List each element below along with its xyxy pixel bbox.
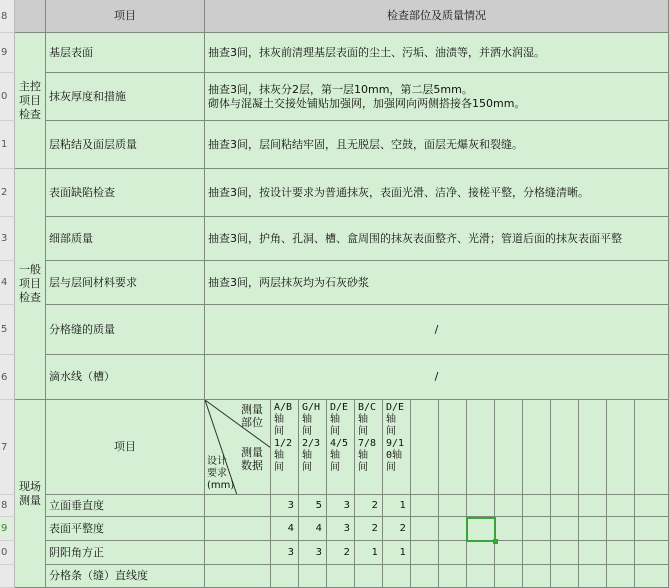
general-item[interactable]: 分格缝的质量 xyxy=(46,305,205,355)
measure-value[interactable]: 3 xyxy=(271,495,299,517)
measure-value[interactable]: 1 xyxy=(383,495,411,517)
empty-cell[interactable] xyxy=(523,517,551,541)
measure-value[interactable] xyxy=(327,565,355,588)
main-item[interactable]: 层粘结及面层质量 xyxy=(46,121,205,169)
design-req-cell[interactable] xyxy=(205,541,271,565)
design-req-label: 设计 要求 (mm) xyxy=(207,456,235,491)
empty-cell[interactable] xyxy=(495,541,523,565)
empty-cell[interactable] xyxy=(607,541,635,565)
measure-value[interactable]: 2 xyxy=(383,517,411,541)
empty-cell[interactable] xyxy=(551,400,579,495)
row-header-selected[interactable]: 9 xyxy=(0,517,15,541)
main-result[interactable]: 抽查3间，层间粘结牢固，且无脱层、空鼓，面层无爆灰和裂缝。 xyxy=(205,121,669,169)
measure-header-item[interactable]: 项目 xyxy=(46,400,205,495)
general-result[interactable]: 抽查3间，护角、孔洞、槽、盒周围的抹灰表面整齐、光滑；管道后面的抹灰表面平整 xyxy=(205,217,669,261)
general-item[interactable]: 层与层间材料要求 xyxy=(46,261,205,305)
empty-cell[interactable] xyxy=(523,495,551,517)
general-result[interactable]: 抽查3间，按设计要求为普通抹灰，表面光滑、洁净、接槎平整，分格缝清晰。 xyxy=(205,169,669,217)
axis-header[interactable]: D/E 轴 间 9/1 0轴 间 xyxy=(383,400,411,495)
measure-item[interactable]: 分格条（缝）直线度 xyxy=(46,565,205,588)
row-header[interactable]: 9 xyxy=(0,33,15,73)
main-result[interactable]: 抽查3间，抹灰分2层，第一层10mm，第二层5mm。 砌体与混凝土交接处铺贴加强网，加强网向两侧搭接各150mm。 xyxy=(205,73,669,121)
measure-item[interactable]: 立面垂直度 xyxy=(46,495,205,517)
measure-value[interactable]: 3 xyxy=(327,517,355,541)
general-item[interactable]: 滴水线（槽） xyxy=(46,355,205,400)
empty-cell[interactable] xyxy=(439,541,467,565)
empty-cell[interactable] xyxy=(467,495,495,517)
axis-header[interactable]: A/B 轴 间 1/2 轴 间 xyxy=(271,400,299,495)
main-item[interactable]: 基层表面 xyxy=(46,33,205,73)
row-header[interactable]: 3 xyxy=(0,217,15,261)
empty-cell[interactable] xyxy=(523,565,551,588)
measured-data-label: 测量 数据 xyxy=(241,446,263,472)
header-spacer[interactable] xyxy=(15,0,46,33)
measure-item[interactable]: 表面平整度 xyxy=(46,517,205,541)
general-result[interactable]: / xyxy=(205,355,669,400)
main-result[interactable]: 抽查3间，抹灰前清理基层表面的尘土、污垢、油渍等，并洒水润湿。 xyxy=(205,33,669,73)
empty-cell[interactable] xyxy=(439,495,467,517)
row-header[interactable]: 2 xyxy=(0,169,15,217)
empty-cell[interactable] xyxy=(551,565,579,588)
empty-cell[interactable] xyxy=(551,495,579,517)
design-req-cell[interactable] xyxy=(205,565,271,588)
empty-cell[interactable] xyxy=(411,400,439,495)
empty-cell[interactable] xyxy=(411,541,439,565)
measure-value[interactable] xyxy=(299,565,327,588)
empty-cell[interactable] xyxy=(635,495,669,517)
empty-cell[interactable] xyxy=(607,495,635,517)
general-item[interactable]: 细部质量 xyxy=(46,217,205,261)
header-item[interactable]: 项目 xyxy=(46,0,205,33)
measure-value[interactable]: 3 xyxy=(299,541,327,565)
measure-header-diagonal[interactable] xyxy=(205,400,271,495)
measure-value[interactable]: 1 xyxy=(355,541,383,565)
empty-cell[interactable] xyxy=(635,541,669,565)
row-header[interactable]: 6 xyxy=(0,355,15,400)
measure-value[interactable]: 1 xyxy=(383,541,411,565)
measure-value[interactable]: 2 xyxy=(355,495,383,517)
empty-cell[interactable] xyxy=(411,565,439,588)
general-item[interactable]: 表面缺陷检查 xyxy=(46,169,205,217)
design-req-cell[interactable] xyxy=(205,517,271,541)
design-req-cell[interactable] xyxy=(205,495,271,517)
axis-header[interactable]: B/C 轴 间 7/8 轴 间 xyxy=(355,400,383,495)
measure-value[interactable]: 2 xyxy=(327,541,355,565)
empty-cell[interactable] xyxy=(579,495,607,517)
row-header[interactable]: 1 xyxy=(0,121,15,169)
measure-value[interactable] xyxy=(355,565,383,588)
measure-value[interactable] xyxy=(383,565,411,588)
measure-item[interactable]: 阴阳角方正 xyxy=(46,541,205,565)
general-result[interactable]: / xyxy=(205,305,669,355)
measure-pos-label: 测量 部位 xyxy=(241,403,263,429)
empty-cell[interactable] xyxy=(439,517,467,541)
empty-cell[interactable] xyxy=(495,565,523,588)
empty-cell[interactable] xyxy=(411,495,439,517)
measure-value[interactable]: 2 xyxy=(355,517,383,541)
empty-cell[interactable] xyxy=(439,565,467,588)
measure-value[interactable]: 4 xyxy=(271,517,299,541)
empty-cell[interactable] xyxy=(551,517,579,541)
row-header[interactable]: 8 xyxy=(0,495,15,517)
general-result[interactable]: 抽查3间，两层抹灰均为石灰砂浆 xyxy=(205,261,669,305)
empty-cell[interactable] xyxy=(607,565,635,588)
empty-cell[interactable] xyxy=(411,517,439,541)
empty-cell[interactable] xyxy=(579,517,607,541)
empty-cell[interactable] xyxy=(635,400,669,495)
group-onsite[interactable]: 现场 测量 xyxy=(15,400,46,588)
axis-header[interactable]: D/E 轴 间 4/5 轴 间 xyxy=(327,400,355,495)
main-item[interactable]: 抹灰厚度和措施 xyxy=(46,73,205,121)
empty-cell[interactable] xyxy=(607,517,635,541)
group-general[interactable]: 一般 项目 检查 xyxy=(15,169,46,400)
empty-cell[interactable] xyxy=(607,400,635,495)
row-header[interactable]: 4 xyxy=(0,261,15,305)
measure-value[interactable]: 3 xyxy=(271,541,299,565)
empty-cell[interactable] xyxy=(523,541,551,565)
empty-cell[interactable] xyxy=(467,565,495,588)
group-main-control[interactable]: 主控 项目 检查 xyxy=(15,33,46,169)
header-result[interactable]: 检查部位及质量情况 xyxy=(205,0,669,33)
measure-value[interactable]: 4 xyxy=(299,517,327,541)
measure-value[interactable]: 5 xyxy=(299,495,327,517)
row-header[interactable]: 0 xyxy=(0,541,15,565)
empty-cell[interactable] xyxy=(579,541,607,565)
empty-cell[interactable] xyxy=(579,400,607,495)
measure-value[interactable]: 3 xyxy=(327,495,355,517)
empty-cell[interactable] xyxy=(495,400,523,495)
active-cell-selection[interactable] xyxy=(466,517,496,542)
empty-cell[interactable] xyxy=(635,565,669,588)
row-header[interactable]: 8 xyxy=(0,0,15,33)
row-header[interactable]: 0 xyxy=(0,73,15,121)
empty-cell[interactable] xyxy=(635,517,669,541)
empty-cell[interactable] xyxy=(523,400,551,495)
empty-cell[interactable] xyxy=(495,517,523,541)
measure-value[interactable] xyxy=(271,565,299,588)
empty-cell[interactable] xyxy=(579,565,607,588)
row-header[interactable] xyxy=(0,565,15,588)
row-header[interactable]: 5 xyxy=(0,305,15,355)
empty-cell[interactable] xyxy=(551,541,579,565)
row-header[interactable]: 7 xyxy=(0,400,15,495)
empty-cell[interactable] xyxy=(467,400,495,495)
axis-header[interactable]: G/H 轴 间 2/3 轴 间 xyxy=(299,400,327,495)
empty-cell[interactable] xyxy=(467,541,495,565)
empty-cell[interactable] xyxy=(439,400,467,495)
empty-cell[interactable] xyxy=(495,495,523,517)
